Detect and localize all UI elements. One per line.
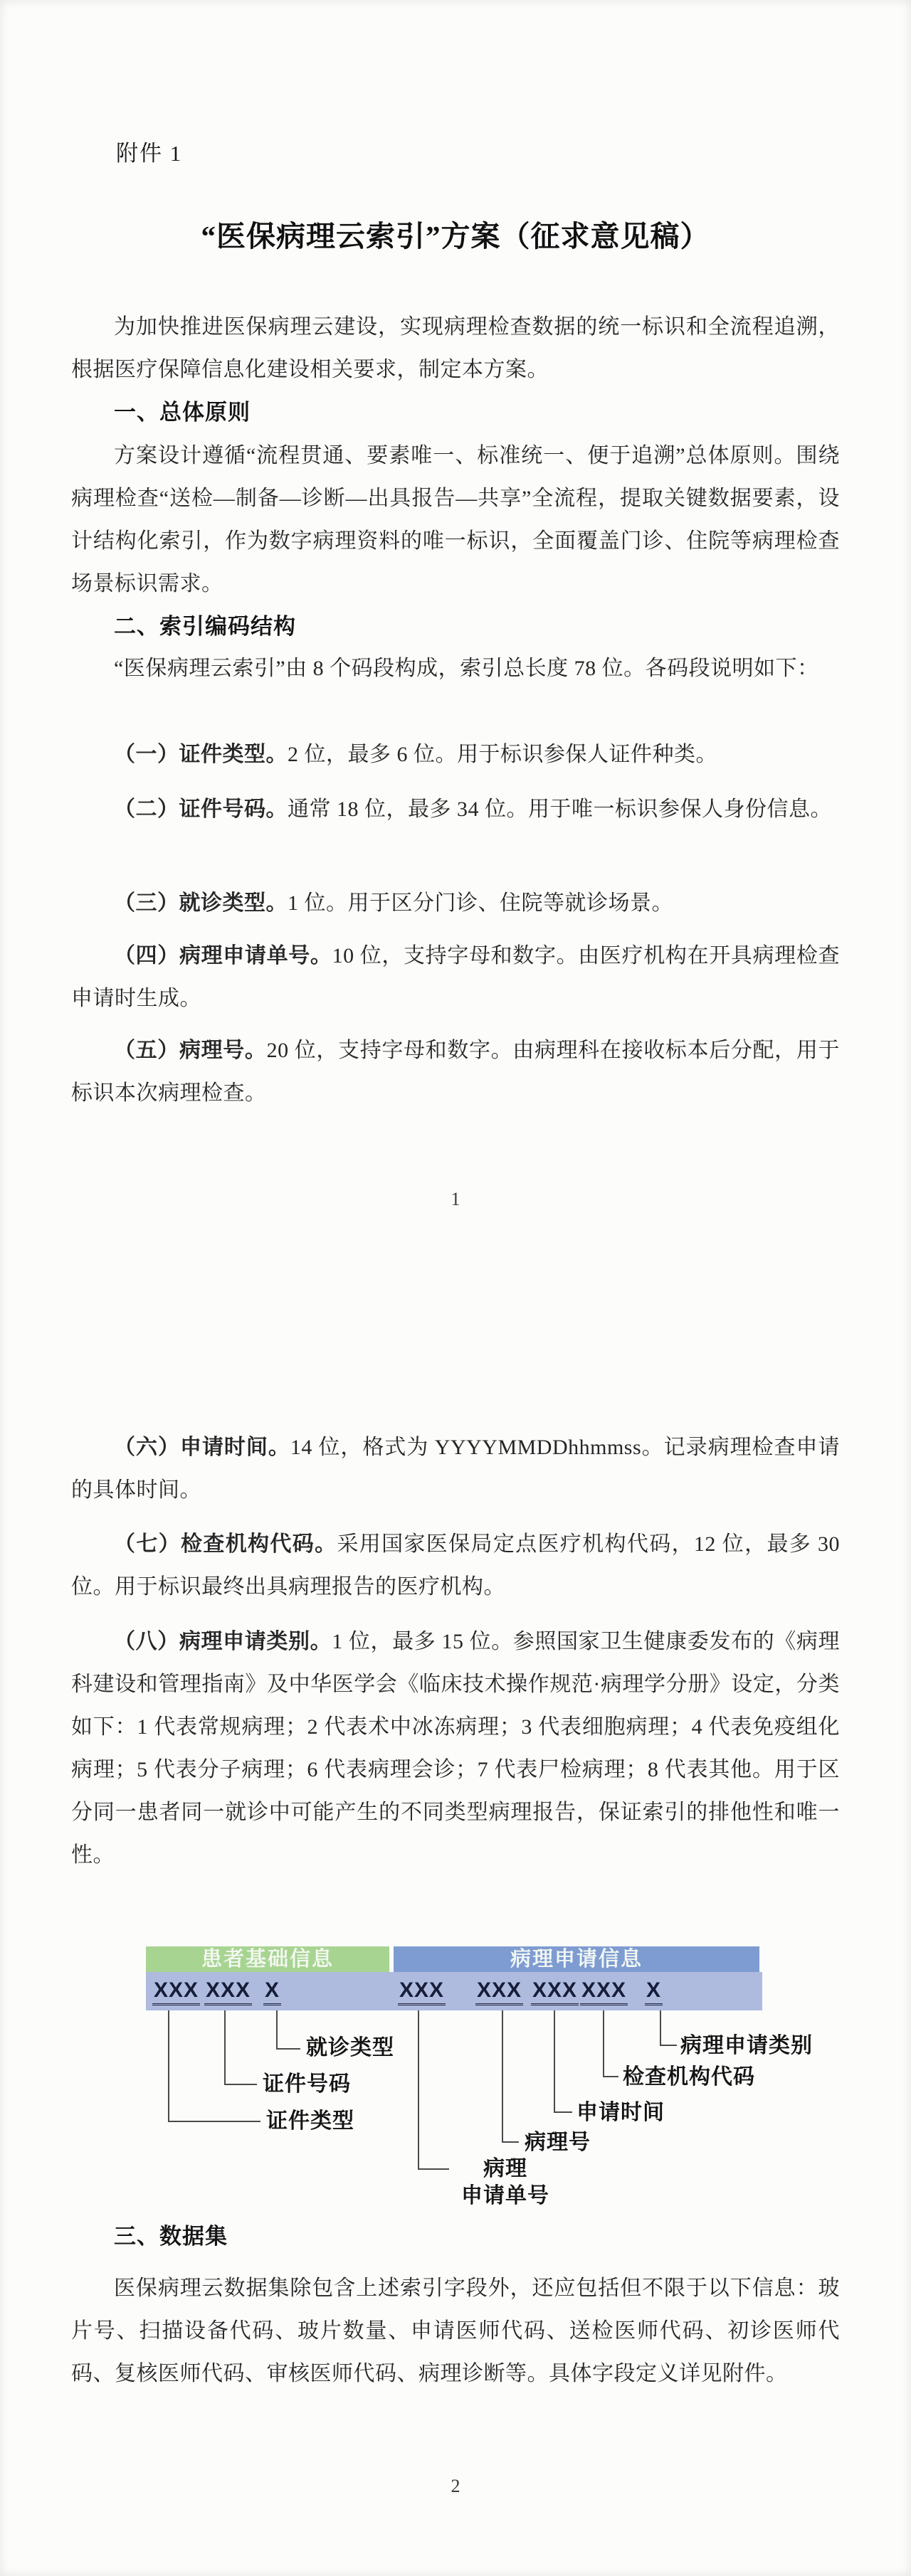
callout-elbow (224, 2084, 257, 2085)
clause-text: 1 位。用于区分门诊、住院等就诊场景。 (288, 891, 673, 915)
callout-line (418, 2010, 419, 2170)
callout-line (554, 2010, 555, 2113)
callout-label-org-code: 检查机构代码 (623, 2065, 755, 2089)
section-heading-principles: 一、总体原则 (114, 400, 251, 425)
page-number-2: 2 (451, 2476, 460, 2496)
callout-label-line1: 病理 (483, 2157, 527, 2180)
callout-elbow (603, 2076, 618, 2077)
intro-paragraph: 为加快推进医保病理云建设，实现病理检查数据的统一标识和全流程追溯，根据医疗保障信息化建设相关要求，制定本方案。 (71, 315, 840, 381)
callout-line (276, 2010, 278, 2049)
clause-text: 2 位，最多 6 位。用于标识参保人证件种类。 (288, 743, 717, 766)
diagram-header-patient-info: 患者基础信息 (146, 1946, 389, 1972)
callout-label-visit-type: 就诊类型 (306, 2036, 394, 2060)
principles-paragraph: 方案设计遵循“流程贯通、要素唯一、标准统一、便于追溯”总体原则。围绕病理检查“送检—制备—诊断—出具报告—共享”全流程，提取关键数据要素，设计结构化索引，作为数字病理资料的唯一标识，全面覆盖门诊、住院等病理检查场景标识需求。 (71, 444, 840, 595)
callout-label-line2: 申请单号 (461, 2184, 549, 2207)
callout-elbow (418, 2168, 449, 2170)
clause-text: 采用国家医保局定点医疗机构代码，12 位，最多 30 位。用于标识最终出具病理报告的医疗机构。 (71, 1532, 840, 1599)
callout-elbow (554, 2111, 572, 2113)
clause-text: 20 位，支持字母和数字。由病理科在接收标本后分配，用于标识本次病理检查。 (71, 1039, 840, 1105)
callout-elbow (660, 2045, 677, 2046)
clause-lead: （六）申请时间。 (114, 1436, 290, 1459)
callout-line (224, 2010, 226, 2085)
code-segment-cert-no: XXX (204, 1978, 252, 2005)
section-heading-index-structure: 二、索引编码结构 (114, 614, 296, 639)
section-heading-dataset: 三、数据集 (114, 2224, 228, 2249)
clause-lead: （二）证件号码。 (114, 797, 288, 821)
clause-item-5 (71, 1029, 840, 1115)
callout-label-req-time: 申请时间 (576, 2101, 665, 2124)
attachment-label: 附件 1 (116, 141, 183, 166)
clause-text: 10 位，支持字母和数字。由医疗机构在开具病理检查申请时生成。 (71, 944, 840, 1010)
index-structure-intro: “医保病理云索引”由 8 个码段构成，索引总长度 78 位。各码段说明如下： (114, 657, 819, 680)
callout-line (603, 2010, 604, 2077)
callout-label-cert-type: 证件类型 (266, 2109, 354, 2133)
clause-lead: （一）证件类型。 (114, 743, 288, 766)
clause-item-6 (71, 1426, 840, 1512)
code-segment-req-category: X (645, 1978, 663, 2005)
diagram-header-request-info: 病理申请信息 (394, 1946, 759, 1972)
callout-label-path-req-no (456, 2156, 555, 2210)
callout-elbow (276, 2048, 300, 2050)
clause-item-8 (71, 1621, 840, 1877)
code-segment-path-req-no: XXX (398, 1978, 446, 2005)
clause-lead: （七）检查机构代码。 (114, 1532, 337, 1556)
callout-elbow (502, 2141, 519, 2143)
clause-lead: （四）病理申请单号。 (114, 944, 332, 968)
code-segment-visit-type: X (263, 1978, 281, 2005)
clause-lead: （八）病理申请类别。 (114, 1630, 332, 1653)
callout-line (660, 2010, 661, 2045)
callout-line (502, 2010, 503, 2143)
clause-item-7 (71, 1523, 840, 1608)
clause-text: 1 位，最多 15 位。参照国家卫生健康委发布的《病理科建设和管理指南》及中华医学会《临床技术操作规范·病理学分册》设定，分类如下：1 代表常规病理；2 代表术中冰冻病理；3 代表细胞病理；4 代表免疫组化病理；5 代表分子病理；6 代表病理会诊；7 代表尸检病理；8 代表其他。用于区分同一患者同一就诊中可能产生的不同类型病理报告，保证索引的排他性和唯一性。 (71, 1630, 841, 1867)
callout-label-cert-no: 证件号码 (263, 2072, 351, 2096)
clause-item-3 (71, 882, 840, 925)
clause-lead: （五）病理号。 (114, 1039, 267, 1062)
clause-lead: （三）就诊类型。 (114, 891, 288, 915)
callout-elbow (168, 2121, 260, 2122)
callout-line (168, 2010, 169, 2122)
clause-item-4 (71, 935, 840, 1020)
clause-item-2 (71, 788, 840, 831)
dataset-paragraph: 医保病理云数据集除包含上述索引字段外，还应包括但不限于以下信息：玻片号、扫描设备代码、玻片数量、申请医师代码、送检医师代码、初诊医师代码、复核医师代码、审核医师代码、病理诊断等。具体字段定义详见附件。 (71, 2276, 840, 2385)
clause-text: 通常 18 位，最多 34 位。用于唯一标识参保人身份信息。 (288, 797, 832, 821)
code-segment-req-time: XXX (531, 1978, 579, 2005)
clause-text: 14 位，格式为 YYYYMMDDhhmmss。记录病理检查申请的具体时间。 (71, 1436, 841, 1502)
clause-item-1 (71, 733, 840, 776)
code-segment-path-no: XXX (475, 1978, 523, 2005)
callout-label-req-category: 病理申请类别 (680, 2034, 813, 2057)
code-segment-org-code: XXX (580, 1978, 628, 2005)
doc-title: “医保病理云索引”方案（征求意见稿） (201, 220, 710, 253)
code-segment-cert-type: XXX (152, 1978, 200, 2005)
page-number-1: 1 (451, 1189, 460, 1209)
callout-label-path-no: 病理号 (525, 2131, 591, 2154)
